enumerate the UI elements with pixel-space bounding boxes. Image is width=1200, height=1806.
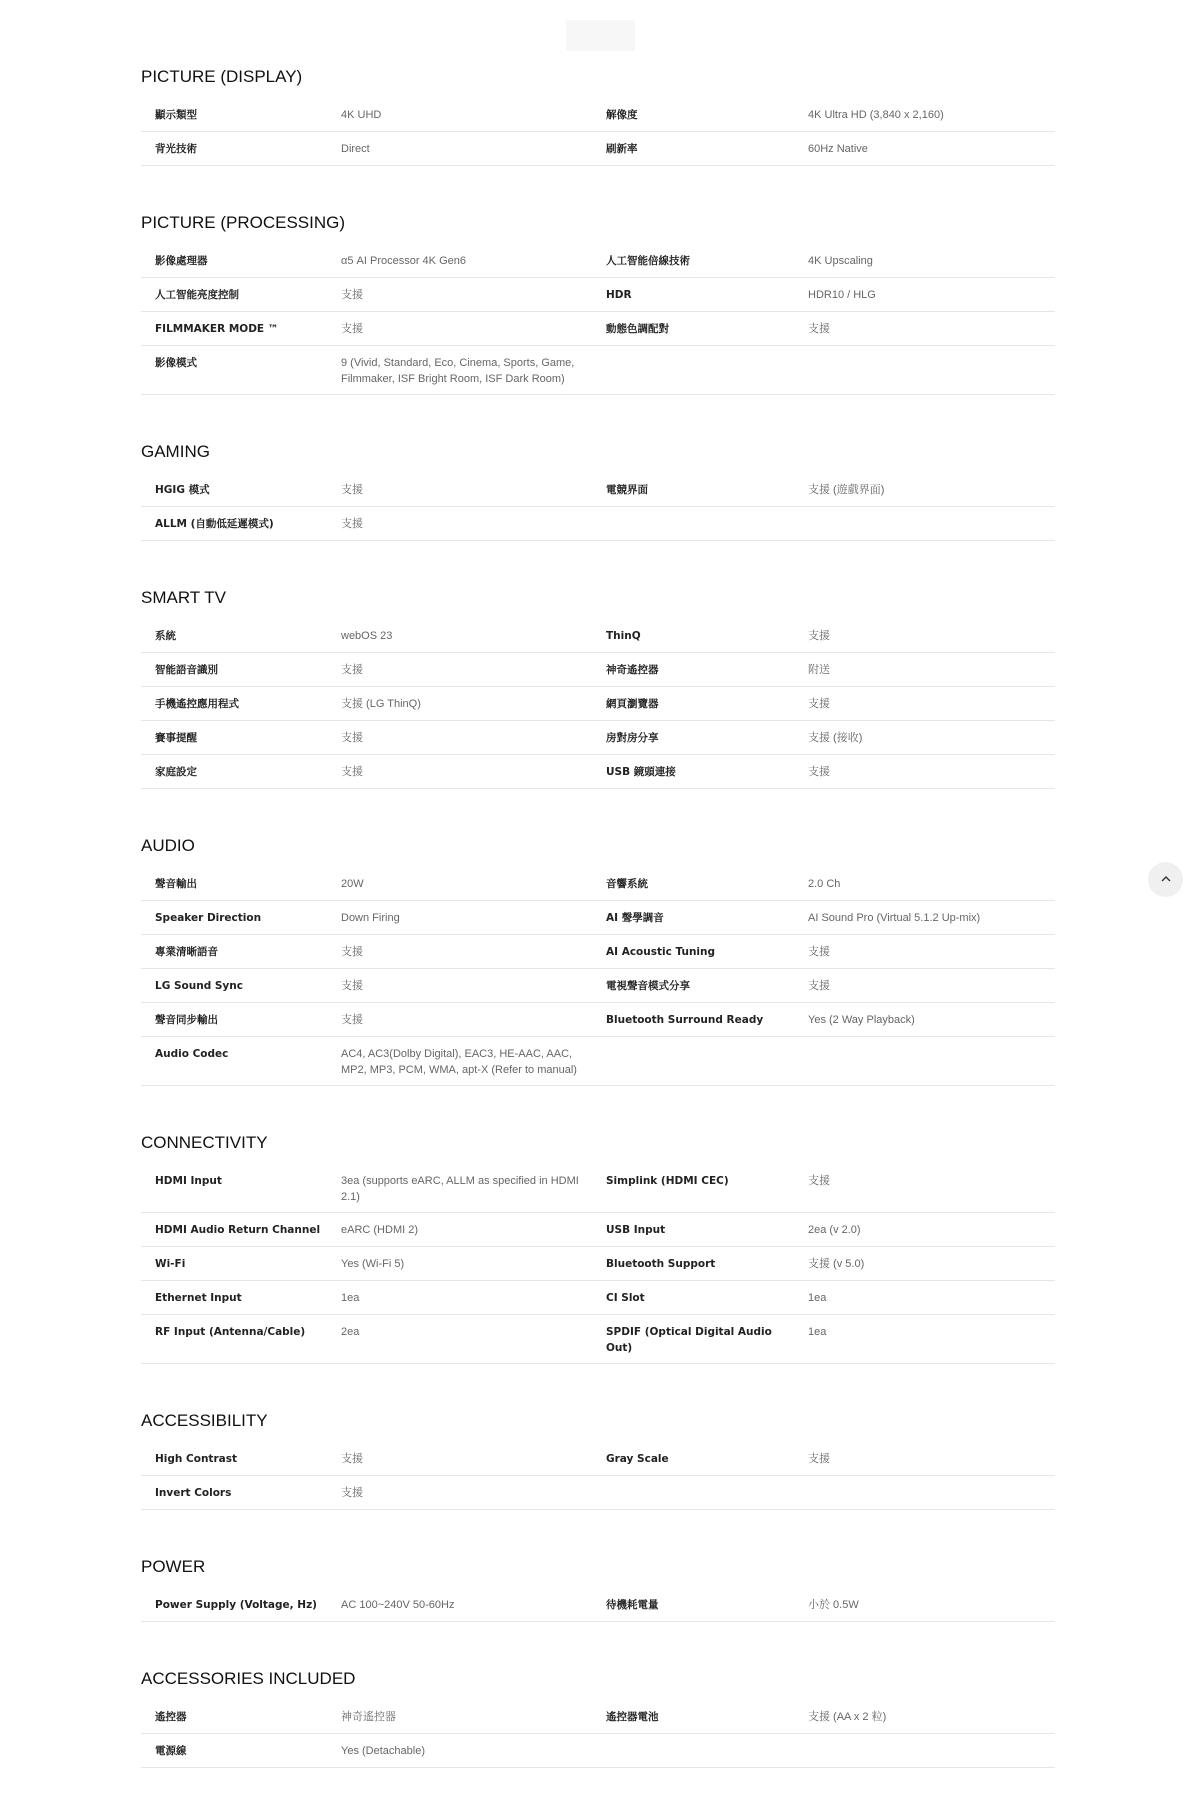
spec-value: eARC (HDMI 2): [341, 1224, 419, 1236]
spec-label: 人工智能亮度控制: [155, 289, 239, 301]
spec-value: 支援: [808, 766, 830, 778]
spec-value: 支援: [808, 1453, 830, 1465]
spec-label: 網頁瀏覽器: [606, 698, 659, 710]
spec-label: Ethernet Input: [155, 1292, 242, 1304]
spec-row: [141, 755, 1055, 789]
spec-value: 支援: [341, 766, 363, 778]
spec-value: 支援: [341, 518, 363, 530]
spec-label: 手機遙控應用程式: [155, 698, 239, 710]
spec-label: Invert Colors: [155, 1487, 232, 1499]
spec-value: 9 (Vivid, Standard, Eco, Cinema, Sports, Game, Filmmaker, ISF Bright Room, ISF Dark Room): [341, 357, 575, 385]
spec-label: Power Supply (Voltage, Hz): [155, 1599, 317, 1611]
spec-label: 影像處理器: [155, 255, 208, 267]
spec-value: 支援: [341, 664, 363, 676]
spec-row: [141, 901, 1055, 935]
spec-label: Bluetooth Surround Ready: [606, 1014, 764, 1026]
spec-row: [141, 1164, 1055, 1213]
scroll-to-top-button[interactable]: [1148, 862, 1183, 897]
spec-value: AC4, AC3(Dolby Digital), EAC3, HE-AAC, AAC, MP2, MP3, PCM, WMA, apt-X (Refer to manual): [341, 1048, 577, 1076]
spec-value: 支援 (遊戲界面): [808, 484, 885, 496]
spec-label: Speaker Direction: [155, 912, 262, 924]
spec-row: [141, 244, 1055, 278]
spec-label: HDMI Input: [155, 1175, 222, 1187]
spec-value: Yes (Detachable): [341, 1745, 425, 1757]
spec-label: CI Slot: [606, 1292, 645, 1304]
spec-value: α5 AI Processor 4K Gen6: [341, 255, 466, 267]
spec-section: [141, 433, 1055, 541]
spec-value: AI Sound Pro (Virtual 5.1.2 Up-mix): [808, 912, 981, 924]
spec-label: AI 聲學調音: [606, 912, 664, 924]
spec-label: HDR: [606, 289, 632, 301]
spec-row: [141, 619, 1055, 653]
section-title: SMART TV: [141, 588, 227, 607]
spec-value: 2ea (v 2.0): [808, 1224, 861, 1236]
spec-value: 支援: [341, 323, 363, 335]
spec-value: 支援: [341, 980, 363, 992]
spec-value: 1ea: [808, 1292, 827, 1304]
spec-label: ThinQ: [606, 630, 641, 642]
spec-section: [141, 58, 1055, 166]
chevron-up-icon: [1160, 870, 1172, 889]
spec-label: 專業清晰語音: [155, 946, 218, 958]
spec-label: ALLM (自動低延遲模式): [155, 518, 274, 530]
spec-label: Wi-Fi: [155, 1258, 186, 1270]
spec-value: 支援: [341, 1487, 363, 1499]
spec-value: 支援: [808, 946, 830, 958]
spec-label: 電源線: [155, 1745, 187, 1757]
spec-row: [141, 1247, 1055, 1281]
spec-label: RF Input (Antenna/Cable): [155, 1326, 306, 1338]
spec-value: 2ea: [341, 1326, 360, 1338]
spec-value: 支援: [341, 289, 363, 301]
spec-section: [141, 1660, 1055, 1768]
section-title: ACCESSIBILITY: [141, 1411, 268, 1430]
spec-row: [141, 653, 1055, 687]
spec-label: 遙控器電池: [606, 1711, 659, 1723]
spec-value: 60Hz Native: [808, 143, 868, 155]
spec-label: SPDIF (Optical Digital Audio Out): [606, 1326, 772, 1354]
spec-row: [141, 1315, 1055, 1364]
spec-section: [141, 827, 1055, 1086]
spec-label: Simplink (HDMI CEC): [606, 1175, 729, 1187]
spec-row: [141, 969, 1055, 1003]
spec-row: [141, 1003, 1055, 1037]
spec-row: [141, 721, 1055, 755]
spec-section: [141, 1548, 1055, 1622]
spec-label: 賽事提醒: [155, 732, 197, 744]
spec-value: 4K Ultra HD (3,840 x 2,160): [808, 109, 944, 121]
spec-value: HDR10 / HLG: [808, 289, 876, 301]
spec-table: [141, 1588, 1055, 1622]
spec-label: FILMMAKER MODE ™: [155, 323, 279, 335]
spec-row: [141, 1213, 1055, 1247]
spec-value: 支援 (接收): [808, 732, 863, 744]
spec-value: 20W: [341, 878, 364, 890]
spec-row: [141, 507, 1055, 541]
spec-label: 待機耗電量: [606, 1599, 659, 1611]
spec-value: 4K Upscaling: [808, 255, 873, 267]
spec-label: 遙控器: [155, 1711, 187, 1723]
spec-row: [141, 687, 1055, 721]
spec-table: [141, 1164, 1055, 1364]
spec-value: 附送: [808, 664, 830, 676]
spec-row: [141, 473, 1055, 507]
spec-row: [141, 346, 1055, 395]
spec-label: 電視聲音模式分享: [606, 980, 690, 992]
spec-value: 支援 (LG ThinQ): [341, 698, 421, 710]
spec-row: [141, 98, 1055, 132]
spec-value: 小於 0.5W: [808, 1599, 859, 1611]
spec-section: [141, 204, 1055, 395]
spec-label: USB 鏡頭連接: [606, 766, 676, 778]
spec-row: [141, 1476, 1055, 1510]
spec-value: 支援: [808, 698, 830, 710]
spec-value: 支援: [341, 732, 363, 744]
spec-table: [141, 619, 1055, 789]
spec-value: Yes (2 Way Playback): [808, 1014, 915, 1026]
spec-row: [141, 132, 1055, 166]
spec-value: 神奇遙控器: [341, 1711, 396, 1723]
spec-table: [141, 1442, 1055, 1510]
section-title: GAMING: [141, 442, 210, 461]
spec-row: [141, 1037, 1055, 1086]
spec-value: 4K UHD: [341, 109, 382, 121]
spec-label: 動態色調配對: [606, 323, 669, 335]
spec-label: AI Acoustic Tuning: [606, 946, 716, 958]
spec-label: HDMI Audio Return Channel: [155, 1224, 321, 1236]
spec-label: 家庭設定: [155, 766, 197, 778]
spec-table: [141, 1700, 1055, 1768]
spec-value: webOS 23: [341, 630, 393, 642]
spec-row: [141, 1442, 1055, 1476]
spec-label: 背光技術: [155, 143, 197, 155]
spec-label: 智能語音識別: [155, 664, 218, 676]
spec-value: Yes (Wi-Fi 5): [341, 1258, 405, 1270]
spec-label: LG Sound Sync: [155, 980, 243, 992]
spec-label: USB Input: [606, 1224, 666, 1236]
section-title: ACCESSORIES INCLUDED: [141, 1669, 356, 1688]
spec-label: 刷新率: [606, 143, 638, 155]
spec-section: [141, 1402, 1055, 1510]
spec-row: [141, 1734, 1055, 1768]
spec-label: 人工智能倍線技術: [606, 255, 690, 267]
spec-sections: [141, 58, 1055, 1806]
spec-label: 聲音輸出: [155, 878, 197, 890]
spec-label: 房對房分享: [606, 732, 659, 744]
spec-row: [141, 867, 1055, 901]
spec-value: 1ea: [808, 1326, 827, 1338]
spec-label: 系統: [155, 630, 176, 642]
spec-value: 1ea: [341, 1292, 360, 1304]
spec-label: 聲音同步輸出: [155, 1014, 218, 1026]
spec-label: 解像度: [606, 109, 638, 121]
section-title: CONNECTIVITY: [141, 1133, 268, 1152]
section-title: PICTURE (DISPLAY): [141, 67, 303, 86]
spec-label: 音響系統: [606, 878, 648, 890]
section-title: PICTURE (PROCESSING): [141, 213, 346, 232]
spec-value: 支援: [341, 484, 363, 496]
spec-value: 支援: [808, 980, 830, 992]
spec-label: 顯示類型: [155, 109, 197, 121]
spec-value: 支援 (v 5.0): [808, 1258, 865, 1270]
spec-row: [141, 935, 1055, 969]
spec-section: [141, 579, 1055, 789]
section-title: AUDIO: [141, 836, 195, 855]
spec-label: 神奇遙控器: [606, 664, 659, 676]
spec-value: 支援 (AA x 2 粒): [808, 1711, 887, 1723]
spec-value: 2.0 Ch: [808, 878, 841, 890]
spec-section: [141, 1124, 1055, 1364]
spec-label: Bluetooth Support: [606, 1258, 716, 1270]
spec-value: Down Firing: [341, 912, 400, 924]
spec-table: [141, 473, 1055, 541]
spec-value: 支援: [808, 1175, 830, 1187]
spec-value: 支援: [341, 946, 363, 958]
spec-row: [141, 1281, 1055, 1315]
spec-value: 支援: [808, 630, 830, 642]
top-tab-placeholder[interactable]: [566, 20, 635, 51]
spec-value: 支援: [808, 323, 830, 335]
spec-label: High Contrast: [155, 1453, 237, 1465]
spec-label: 電競界面: [606, 484, 648, 496]
spec-table: [141, 98, 1055, 166]
spec-value: AC 100~240V 50-60Hz: [341, 1599, 455, 1611]
spec-value: 支援: [341, 1014, 363, 1026]
spec-label: 影像模式: [155, 357, 197, 369]
spec-label: Audio Codec: [155, 1048, 229, 1060]
spec-table: [141, 244, 1055, 395]
spec-row: [141, 312, 1055, 346]
spec-row: [141, 1588, 1055, 1622]
section-title: POWER: [141, 1557, 206, 1576]
spec-row: [141, 1700, 1055, 1734]
spec-table: [141, 867, 1055, 1086]
spec-row: [141, 278, 1055, 312]
spec-label: HGIG 模式: [155, 484, 210, 496]
spec-value: 支援: [341, 1453, 363, 1465]
spec-value: 3ea (supports eARC, ALLM as specified in HDMI 2.1): [341, 1175, 579, 1203]
spec-value: Direct: [341, 143, 370, 155]
spec-label: Gray Scale: [606, 1453, 669, 1465]
